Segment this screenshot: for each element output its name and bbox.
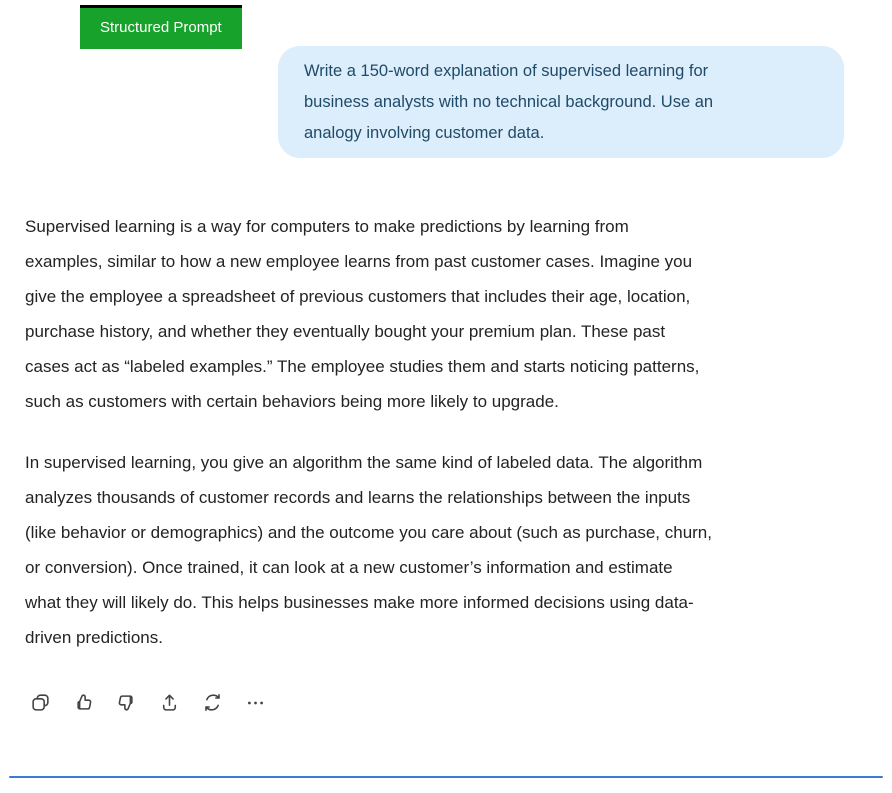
copy-icon — [30, 692, 51, 713]
composer-top-border — [9, 776, 883, 778]
share-button[interactable] — [157, 690, 181, 714]
text-line: examples, similar to how a new employee learns from past customer cases. Imagine you — [25, 252, 693, 271]
assistant-paragraph — [25, 445, 870, 655]
text-line: what they will likely do. This helps businesses make more informed decisions using data- — [25, 593, 694, 612]
text-line: analogy involving customer data. — [304, 124, 545, 142]
text-line: driven predictions. — [25, 628, 163, 647]
text-line: business analysts with no technical background. Use an — [304, 93, 714, 111]
thumbs-up-button[interactable] — [71, 690, 95, 714]
text-line: give the employee a spreadsheet of previous customers that includes their age, location, — [25, 287, 691, 306]
text-line: Supervised learning is a way for computers to make predictions by learning from — [25, 217, 629, 236]
copy-button[interactable] — [28, 690, 52, 714]
more-options-button[interactable] — [243, 690, 267, 714]
thumbs-down-icon — [116, 692, 137, 713]
message-actions-toolbar — [28, 690, 267, 714]
text-line: (like behavior or demographics) and the outcome you care about (such as purchase, churn, — [25, 523, 712, 542]
thumbs-down-button[interactable] — [114, 690, 138, 714]
share-icon — [159, 692, 180, 713]
structured-prompt-badge[interactable]: Structured Prompt — [80, 5, 242, 49]
text-line: In supervised learning, you give an algorithm the same kind of labeled data. The algorithm — [25, 453, 703, 472]
assistant-paragraph — [25, 209, 870, 419]
text-line: such as customers with certain behaviors being more likely to upgrade. — [25, 392, 559, 411]
thumbs-up-icon — [73, 692, 94, 713]
assistant-response — [25, 209, 870, 655]
text-line: Write a 150-word explanation of supervised learning for — [304, 62, 709, 80]
text-line: or conversion). Once trained, it can look at a new customer’s information and estimate — [25, 558, 673, 577]
regenerate-icon — [202, 692, 223, 713]
user-message-bubble — [278, 46, 844, 158]
text-line: analyzes thousands of customer records and learns the relationships between the inputs — [25, 488, 691, 507]
text-line: purchase history, and whether they eventually bought your premium plan. These past — [25, 322, 666, 341]
more-options-icon — [245, 692, 266, 713]
regenerate-button[interactable] — [200, 690, 224, 714]
text-line: cases act as “labeled examples.” The employee studies them and starts noticing patterns, — [25, 357, 700, 376]
